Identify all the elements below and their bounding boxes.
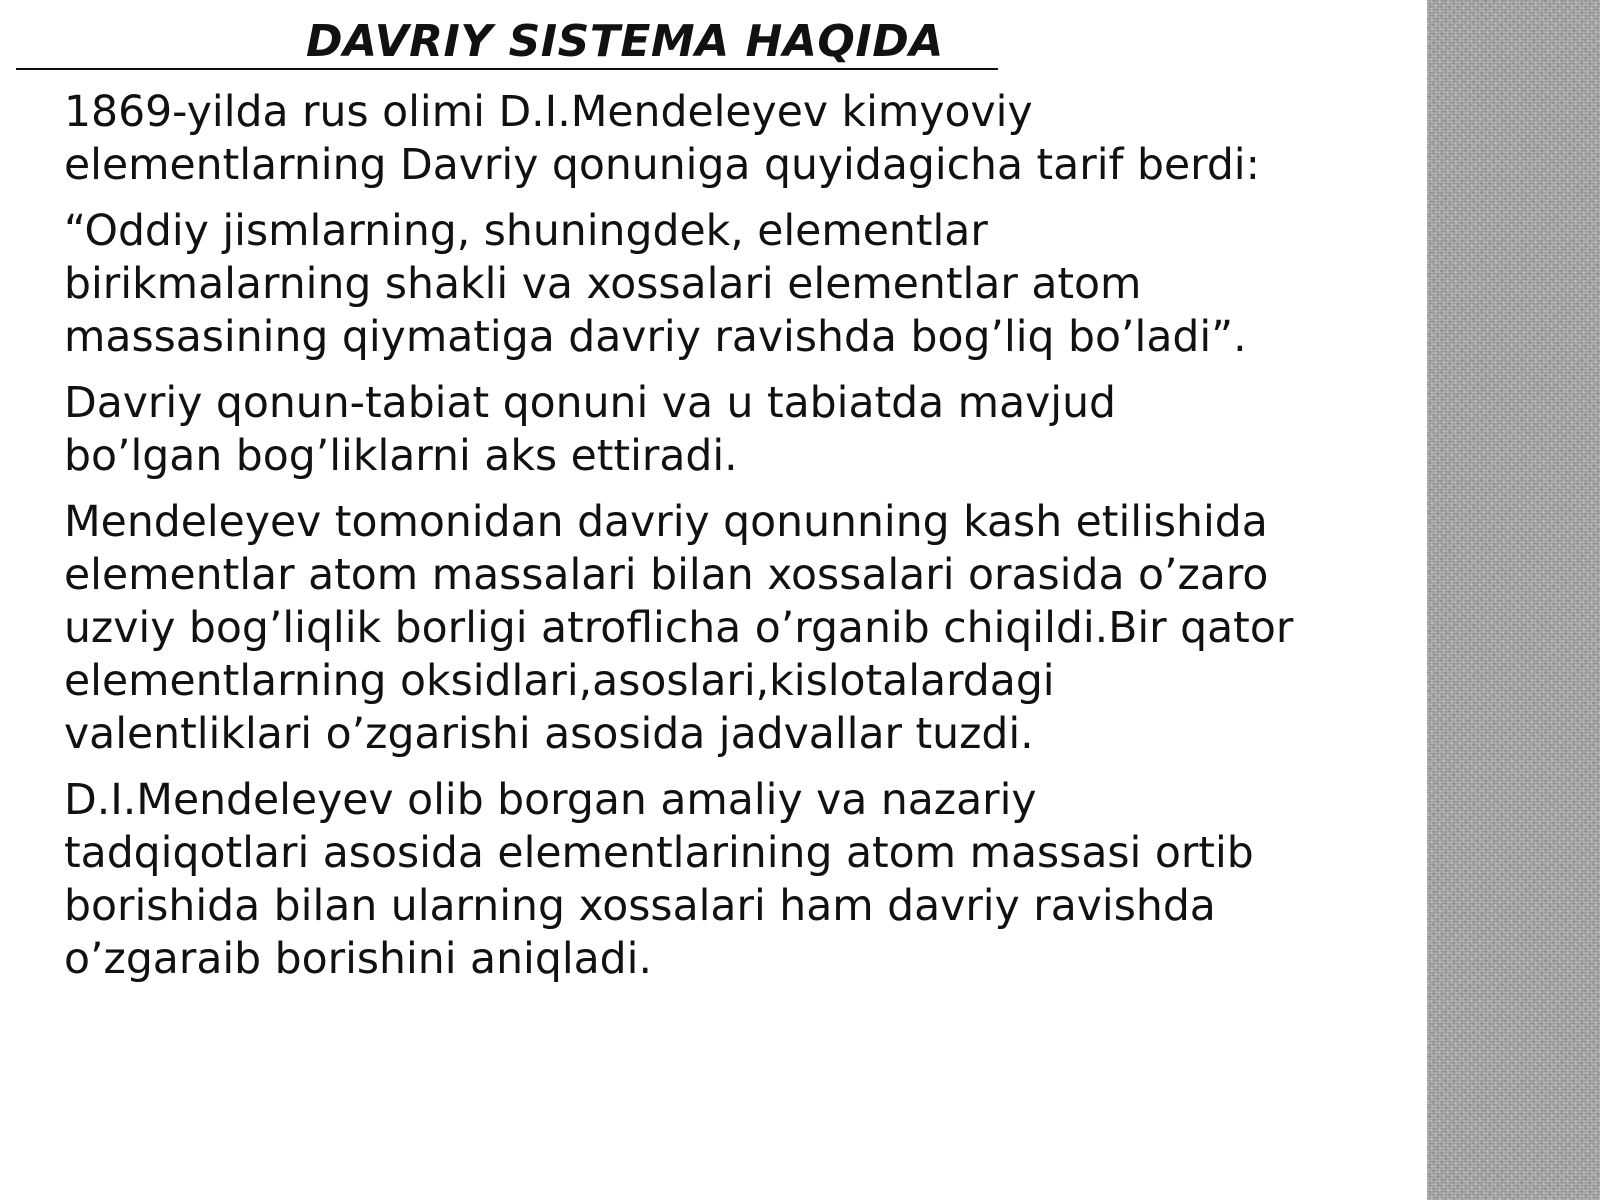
slide-body <box>64 86 1414 999</box>
paragraph-quote: “Oddiy jismlarning, shuningdek, elementlar birikmalarning shakli va xossalari elementlar atom massasining qiymatiga davriy ravishda bog’liq bo’ladi”. <box>64 207 1247 362</box>
slide-title: DAVRIY SISTEMA HAQIDA <box>306 16 944 67</box>
paragraph-research: D.I.Mendeleyev olib borgan amaliy va nazariy tadqiqotlari asosida elementlarining atom massasi ortib borishida bilan ularning xossalari ham davriy ravishda o’zgaraib borishini aniqladi. <box>64 776 1254 984</box>
decorative-side-strip <box>1427 0 1600 1200</box>
title-underline <box>16 68 998 70</box>
paragraph-nature-law: Davriy qonun-tabiat qonuni va u tabiatda mavjud bo’lgan bog’liklarni aks ettiradi. <box>64 379 1116 481</box>
paragraph-discovery: Mendeleyev tomonidan davriy qonunning kash etilishida elementlar atom massalari bilan xossalari orasida o’zaro uzviy bog’liqlik borligi atroflicha o’rganib chiqildi.Bir qator elementlarning oksidlari,asoslari,kislotalardagi valentliklari o’zgarishi asosida jadvallar tuzdi. <box>64 498 1294 759</box>
paragraph-definition-intro: 1869-yilda rus olimi D.I.Mendeleyev kimyoviy elementlarning Davriy qonuniga quyidagicha tarif berdi: <box>64 88 1260 190</box>
